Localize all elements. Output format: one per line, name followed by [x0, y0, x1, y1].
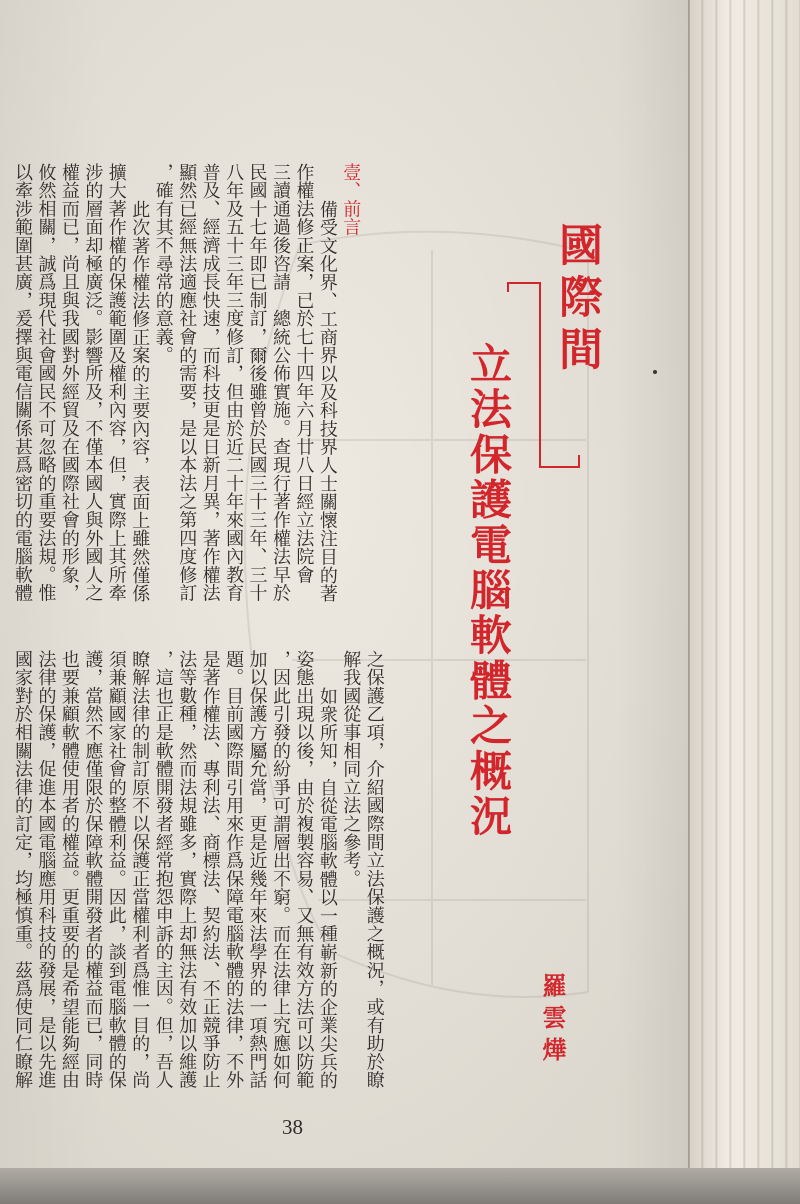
upper-column: 普及、經濟成長快速，而科技更是日新月異，著作權法 — [199, 163, 221, 603]
section-heading: 壹、前言 — [340, 163, 362, 237]
lower-column: 之保護乙項，介紹國際間立法保護之概況，或有助於瞭 — [363, 650, 385, 1090]
upper-column: 涉的層面却極廣泛。影響所及，不僅本國人與外國人之 — [82, 163, 104, 603]
page-number: 38 — [282, 1115, 303, 1139]
lower-column: 題。目前國際間引用來作爲保障電腦軟體的法律，不外 — [223, 650, 245, 1090]
upper-column: 攸然相關，誠爲現代社會國民不可忽略的重要法規。惟 — [35, 163, 57, 603]
lower-column: 加以保護方屬允當，更是近幾年來法學界的一項熱門話 — [246, 650, 268, 1090]
upper-column: 三讀通過後咨請 總統公佈實施。查現行著作權法早於 — [270, 163, 291, 603]
upper-column: ，確有其不尋常的意義。 — [152, 163, 174, 365]
lower-column: 法等數種，然而法規雖多，實際上却無法有效加以維護 — [176, 650, 198, 1090]
lower-column: 是著作權法、專利法、商標法、契約法、不正競爭防止 — [199, 650, 221, 1090]
lower-column: 姿態出現以後，由於複製容易、又無有效方法可以防範 — [293, 650, 315, 1090]
upper-column: 顯然已經無法適應社會的需要，是以本法之第四度修訂 — [176, 163, 198, 603]
author-name: 羅雲燁 — [538, 973, 567, 1069]
lower-column: ，這也正是軟體開發者經常抱怨申訴的主因。但，吾人 — [152, 650, 174, 1090]
title-prefix: 國際間 — [551, 222, 602, 378]
lower-column: ，因此引發的紛爭可謂層出不窮。而在法律上究應如何 — [270, 650, 291, 1090]
upper-column: 民國十七年即已制訂，爾後雖曾於民國三十三年、三十 — [246, 163, 268, 603]
lower-column: 如衆所知，自從電腦軟體以一種嶄新的企業尖兵的 — [316, 686, 338, 1090]
page-edge-stack — [688, 0, 800, 1178]
lower-column: 解我國從事相同立法之參考。 — [340, 650, 362, 888]
upper-column: 以牽涉範圍甚廣，爰擇與電信關係甚爲密切的電腦軟體 — [12, 163, 33, 603]
table-surface — [0, 1168, 800, 1204]
article-title: 立法保護電腦軟體之概況 — [464, 342, 513, 840]
ink-speck — [653, 370, 657, 374]
lower-column: 護，當然不應僅限於保障軟體開發者的權益而已，同時 — [82, 650, 104, 1090]
lower-column: 也要兼顧軟體使用者的權益。更重要的是希望能夠經由 — [58, 650, 80, 1090]
lower-column: 法律的保護，促進本國電腦應用科技的發展，是以先進 — [35, 650, 57, 1090]
upper-column: 作權法修正案，已於七十四年六月廿八日經立法院會 — [293, 163, 315, 584]
upper-column: 權益而已，尚且與我國對外經貿及在國際社會的形象， — [58, 163, 80, 603]
upper-column: 擴大著作權的保護範圍及權利內容，但，實際上其所牽 — [105, 163, 127, 603]
upper-column: 備受文化界、工商界以及科技界人士關懷注目的著 — [316, 199, 338, 603]
upper-column: 此次著作權法修正案的主要內容，表面上雖然僅係 — [129, 199, 151, 603]
lower-column: 瞭解法律的制訂原不以保護正當權利者爲惟一目的，尚 — [129, 650, 151, 1090]
lower-column: 國家對於相關法律的訂定，均極慎重。茲爲使同仁瞭解 — [12, 650, 33, 1090]
upper-column: 八年及五十三年三度修訂，但由於近二十年來國內教育 — [223, 163, 245, 603]
lower-column: 須兼顧國家社會的整體利益。因此，談到電腦軟體的保 — [105, 650, 127, 1090]
